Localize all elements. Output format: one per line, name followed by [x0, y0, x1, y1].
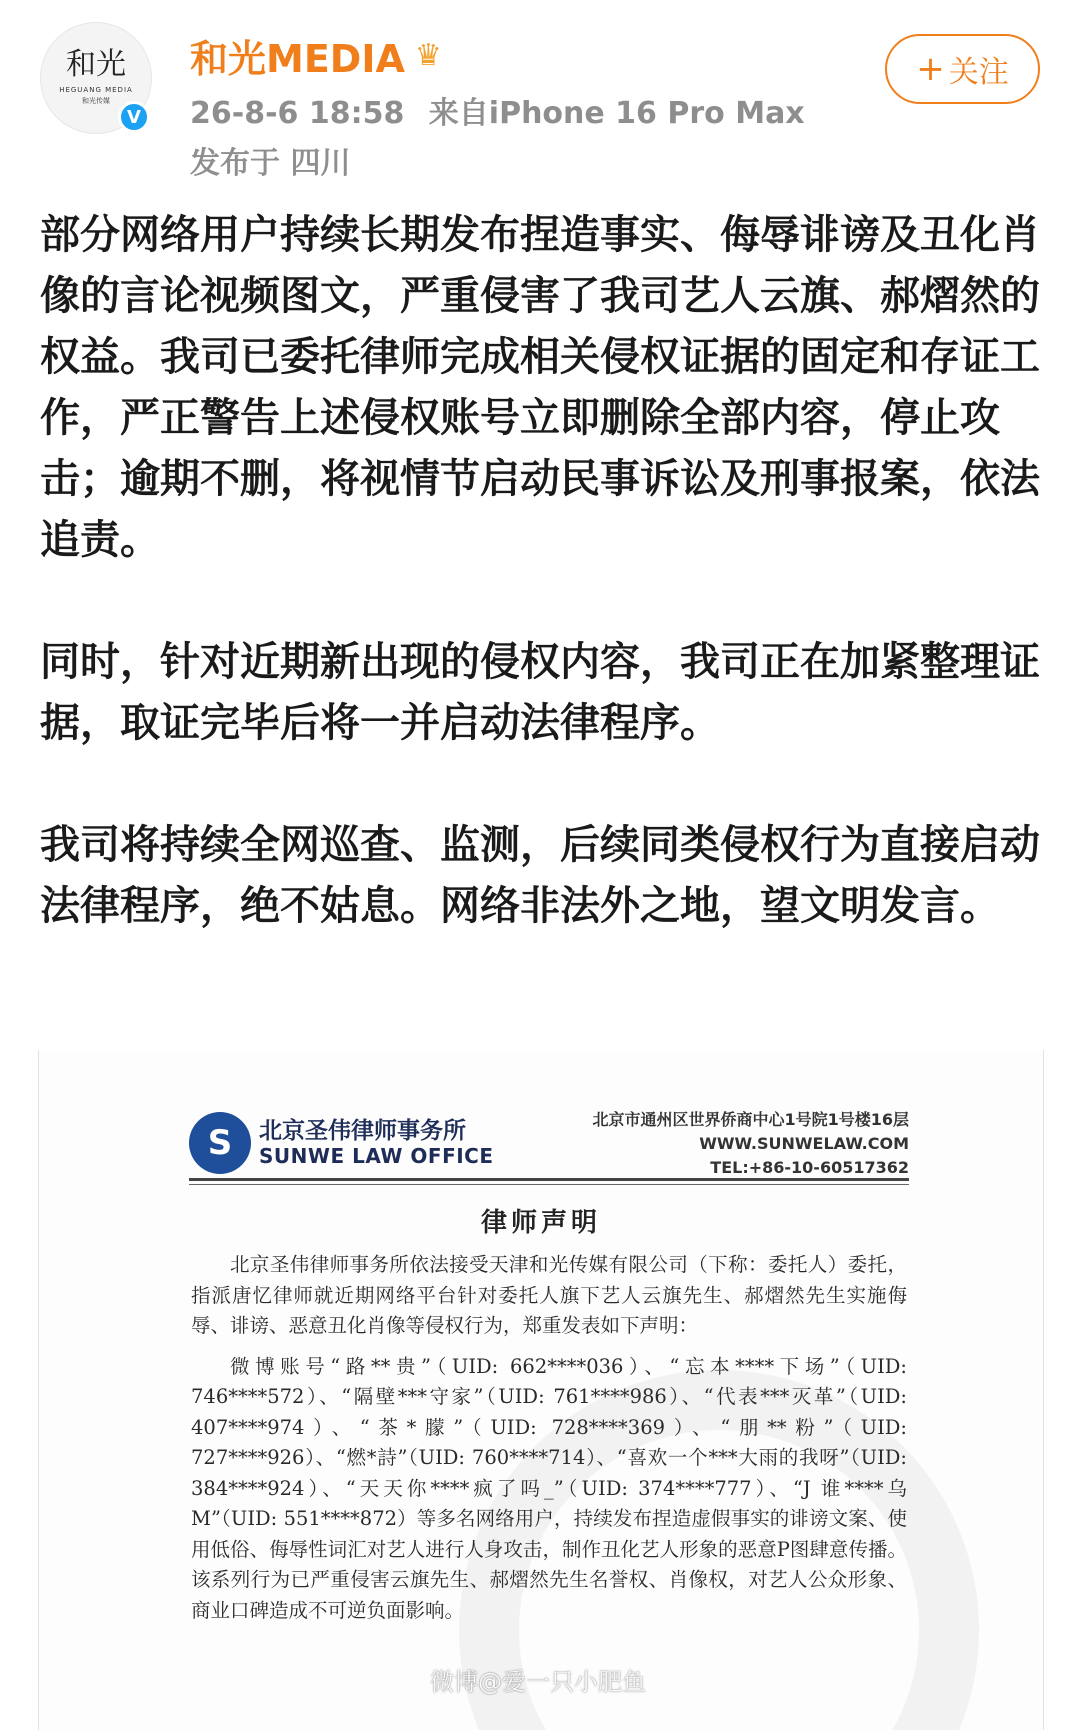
post-paragraph: 同时，针对近期新出现的侵权内容，我司正在加紧整理证据，取证完毕后将一并启动法律程序。: [40, 639, 1040, 746]
post-time: 26-8-6 18:58: [190, 96, 405, 131]
post-paragraph: 部分网络用户持续长期发布捏造事实、侮辱诽谤及丑化肖像的言论视频图文，严重侵害了我司艺人云旗、郝熠然的权益。我司已委托律师完成相关侵权证据的固定和存证工作，严正警告上述侵权账号立即删除全部内容，停止攻击；逾期不删，将视情节启动民事诉讼及刑事报案，依法追责。: [40, 212, 1040, 563]
law-firm-name-en: SUNWE LAW OFFICE: [259, 1144, 494, 1168]
document-paragraph: 北京圣伟律师事务所依法接受天津和光传媒有限公司（下称：委托人）委托，指派唐忆律师就近期网络平台针对委托人旗下艺人云旗先生、郝熠然先生实施侮辱、诽谤、恶意丑化肖像等侵权行为，郑重发表如下声明：: [191, 1253, 907, 1337]
avatar-logo-chinese: 和光传媒: [82, 97, 110, 105]
weibo-watermark: 微博@爱一只小肥鱼: [430, 1668, 646, 1696]
document-paragraph: 微博账号“路**贵”（UID: 662****036）、“忘本****下场”（UID: 746****572）、“隔壁***守家”（UID: 761****986）、“代表***灭革”（UID: 407****974）、“茶*朦”（UID: 728****369）、“朋**粉”（UID: 727****926）、“燃*詩”（UID: 760****714）、“喜欢一个***大雨的我呀”（UID: 384****924）、“天天你****疯了吗_”（UID: 374****777）、“J 谁****乌 M”（UID: 551****872）等多名网络用户，持续发布捏造虚假事实的诽谤文案、使用低俗、侮辱性词汇对艺人进行人身攻击，制作丑化艺人形象的恶意P图肆意传播。该系列行为已严重侵害云旗先生、郝熠然先生名誉权、肖像权，对艺人公众形象、商业口碑造成不可逆负面影响。: [191, 1354, 907, 1622]
law-firm-name-cn: 北京圣伟律师事务所: [259, 1118, 466, 1144]
document-divider-thin: [189, 1184, 909, 1185]
crown-icon: ♛: [414, 38, 442, 73]
plus-icon: +: [916, 49, 945, 89]
follow-label: 关注: [948, 55, 1009, 90]
document-title: 律师声明: [480, 1208, 601, 1238]
post-source: 来自iPhone 16 Pro Max: [428, 96, 805, 131]
post-paragraph: 我司将持续全网巡查、监测，后续同类侵权行为直接启动法律程序，绝不姑息。网络非法外之地，望文明发言。: [40, 822, 1040, 929]
avatar-logo-english: HEGUANG MEDIA: [59, 86, 133, 94]
username-text[interactable]: 和光MEDIA: [190, 37, 405, 81]
law-firm-contact: [592, 1108, 909, 1180]
law-firm-website: WWW.SUNWELAW.COM: [699, 1134, 909, 1153]
post-meta: [190, 88, 805, 132]
verified-badge-icon: V: [118, 101, 150, 133]
document-body: [191, 1250, 907, 1636]
post-image-lawyer-statement[interactable]: [38, 1050, 1044, 1730]
post-location: 发布于 四川: [190, 146, 351, 181]
document-divider: [189, 1178, 909, 1181]
avatar-logo-mark: 和光: [66, 47, 126, 82]
post-text: [40, 205, 1040, 998]
law-firm-logo-icon: S: [189, 1112, 251, 1174]
law-firm-address: 北京市通州区世界侨商中心1号院1号楼16层: [592, 1110, 909, 1129]
username[interactable]: [190, 28, 442, 83]
follow-button[interactable]: [885, 34, 1040, 104]
law-firm-tel: TEL:+86-10-60517362: [710, 1158, 909, 1177]
